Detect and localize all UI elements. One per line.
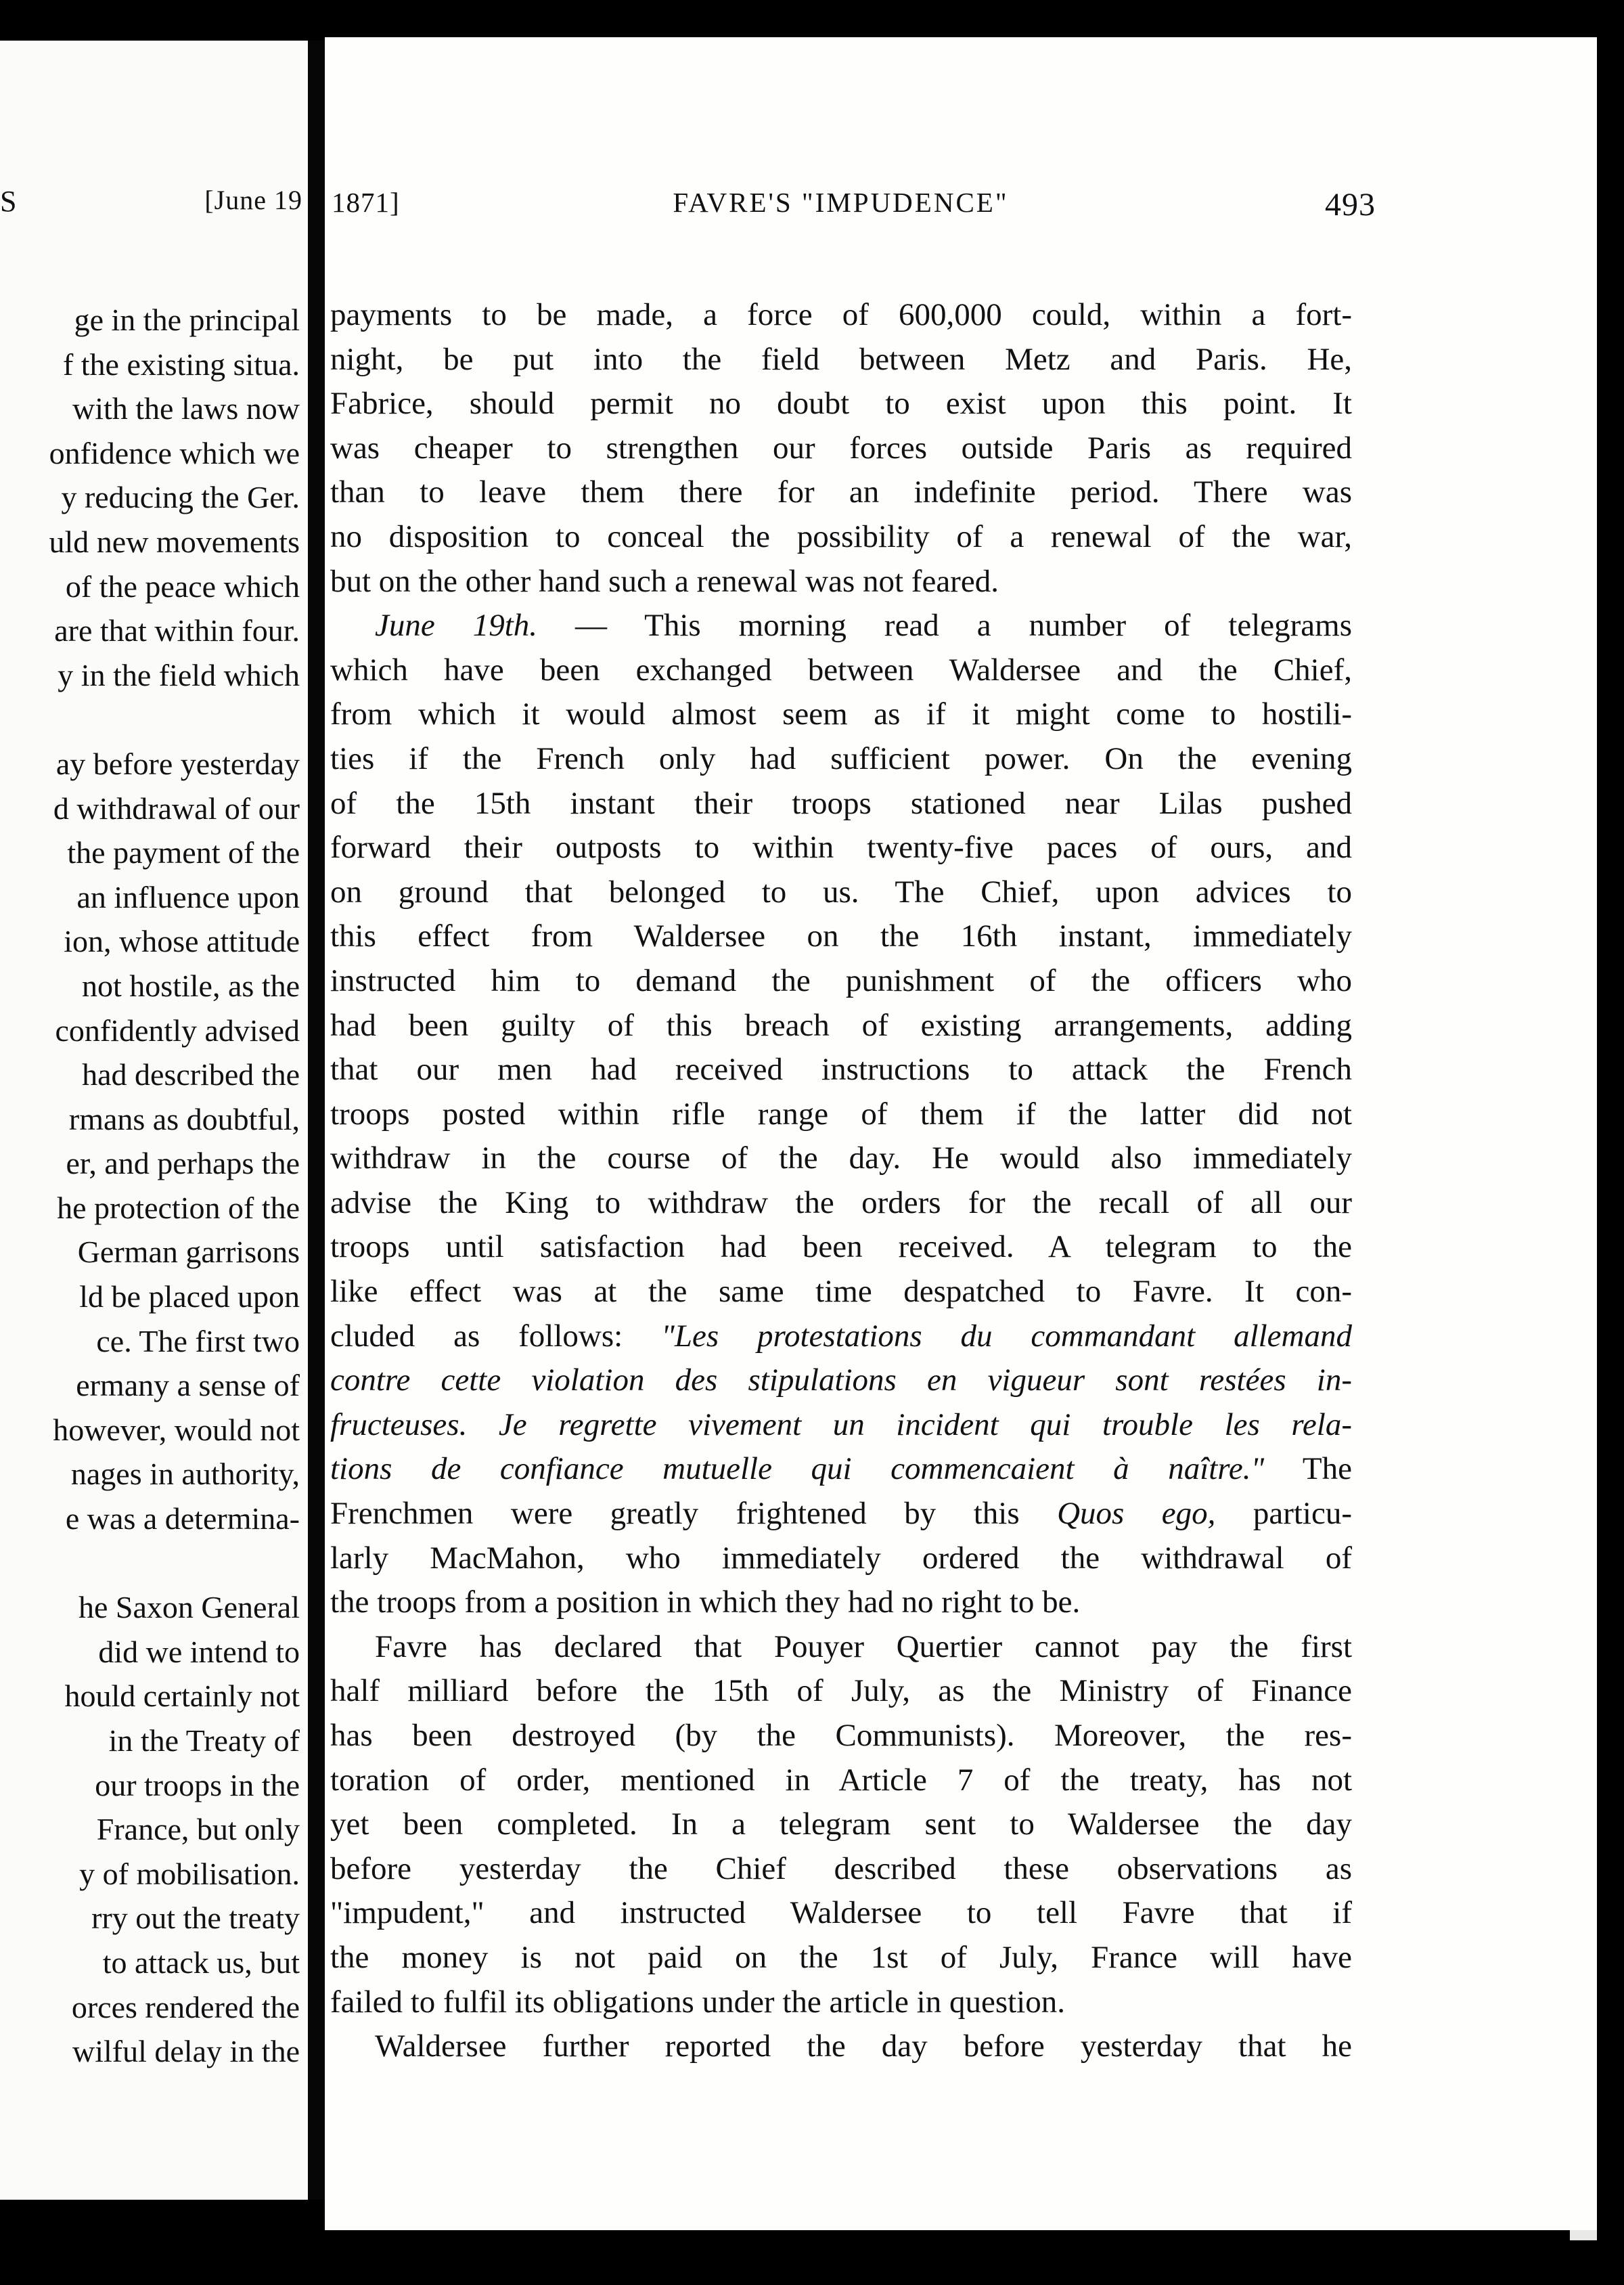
left-page-line: not hostile, as the xyxy=(82,968,300,1003)
left-page-text xyxy=(0,298,308,2074)
text-line: failed to fulfil its obligations under the article in question. xyxy=(330,1984,1065,2020)
text-line: yet been completed. In a telegram sent to Waldersee the day xyxy=(330,1806,1352,1842)
left-page-line xyxy=(0,697,308,742)
left-page-line: France, but only xyxy=(96,1812,300,1847)
text-line: which have been exchanged between Waldersee and the Chief, xyxy=(330,652,1352,688)
page-number: 493 xyxy=(1325,187,1376,223)
left-page-line: the payment of the xyxy=(67,835,300,870)
left-page-line xyxy=(0,1541,308,1586)
left-page-line: rmans as doubtful, xyxy=(68,1101,300,1136)
text-line: half milliard before the 15th of July, as the Ministry of Finance xyxy=(330,1673,1352,1709)
body-text xyxy=(330,293,1352,2069)
text-line: had been guilty of this breach of existing arrangements, adding xyxy=(330,1007,1352,1043)
left-page-line: wilful delay in the xyxy=(72,2034,300,2069)
left-page-line: nages in authority, xyxy=(70,1457,300,1492)
left-page-line: ld be placed upon xyxy=(79,1279,300,1314)
left-page-line: hould certainly not xyxy=(64,1679,300,1714)
text-line: Fabrice, should permit no doubt to exist upon this point. It xyxy=(330,386,1352,422)
running-head xyxy=(325,186,1376,227)
left-page-line: our troops in the xyxy=(95,1767,300,1802)
text-line: like effect was at the same time despatched to Favre. It con- xyxy=(330,1274,1352,1310)
text-line: of the 15th instant their troops stationed near Lilas pushed xyxy=(330,785,1352,821)
text-line: night, be put into the field between Metz and Paris. He, xyxy=(330,341,1352,377)
text-run: cluded as follows: xyxy=(330,1318,662,1354)
french-quote-line: contre cette violation des stipulations en vigueur sont restées in- xyxy=(330,1362,1352,1398)
left-page-line: orces rendered the xyxy=(71,1989,300,2024)
text-line: troops until satisfaction had been received. A telegram to the xyxy=(330,1229,1352,1265)
left-page-line: are that within four. xyxy=(54,613,300,648)
text-run: The xyxy=(1264,1451,1352,1487)
left-page-line: ion, whose attitude xyxy=(64,924,300,959)
text-line: Waldersee further reported the day before yesterday that he xyxy=(375,2028,1352,2064)
text-line: ties if the French only had sufficient power. On the evening xyxy=(330,740,1352,776)
text-run: Frenchmen were greatly frightened by this xyxy=(330,1496,1058,1532)
text-line xyxy=(330,1492,1352,1536)
left-page-line: however, would not xyxy=(53,1412,300,1447)
french-quote-line: fructeuses. Je regrette vivement un incident qui trouble les rela- xyxy=(330,1406,1352,1442)
left-page-line: he protection of the xyxy=(57,1190,300,1225)
text-line: this effect from Waldersee on the 16th instant, immediately xyxy=(330,918,1352,954)
text-line xyxy=(330,1447,1352,1492)
left-page-line: had described the xyxy=(82,1057,300,1092)
text-line: advise the King to withdraw the orders for the recall of all our xyxy=(330,1184,1352,1220)
left-page-line: uld new movements xyxy=(49,524,300,559)
text-line: on ground that belonged to us. The Chief, upon advices to xyxy=(330,874,1352,910)
text-line: Favre has declared that Pouyer Quertier cannot pay the first xyxy=(375,1628,1352,1664)
text-line: from which it would almost seem as if it might come to hostili- xyxy=(330,696,1352,732)
left-page-line: ce. The first two xyxy=(96,1323,300,1358)
left-running-head: S xyxy=(0,185,17,218)
left-page-line: f the existing situa. xyxy=(62,347,300,382)
left-page-line: ay before yesterday xyxy=(55,746,300,781)
text-run: — This morning read a number of telegrams xyxy=(537,608,1352,644)
left-page-line: confidently advised xyxy=(55,1013,300,1048)
text-line: no disposition to conceal the possibility of a renewal of the war, xyxy=(330,518,1352,554)
text-line: but on the other hand such a renewal was not feared. xyxy=(330,563,999,599)
left-page-line: an influence upon xyxy=(76,879,300,914)
text-line: than to leave them there for an indefinite period. There was xyxy=(330,474,1352,510)
text-line: the troops from a position in which they had no right to be. xyxy=(330,1584,1081,1620)
left-page-line: onfidence which we xyxy=(49,435,300,470)
left-page-line: e was a determina- xyxy=(65,1501,300,1536)
text-line: larly MacMahon, who immediately ordered the withdrawal of xyxy=(330,1540,1352,1576)
text-line xyxy=(330,604,1352,648)
left-page xyxy=(0,41,308,2200)
left-page-line: to attack us, but xyxy=(102,1945,300,1980)
text-line: before yesterday the Chief described these observations as xyxy=(330,1850,1352,1886)
left-page-line: rry out the treaty xyxy=(91,1901,300,1936)
left-page-line: d withdrawal of our xyxy=(53,791,300,826)
left-running-head-date: [June 19 xyxy=(204,185,302,215)
left-page-line: of the peace which xyxy=(65,569,300,604)
running-head-year: 1871] xyxy=(332,187,400,218)
text-line: "impudent," and instructed Waldersee to tell Favre that if xyxy=(330,1895,1352,1931)
left-page-line: German garrisons xyxy=(77,1235,300,1270)
text-run: particu- xyxy=(1215,1496,1352,1532)
left-page-line: er, and perhaps the xyxy=(66,1146,300,1181)
text-line: instructed him to demand the punishment of the officers who xyxy=(330,962,1352,998)
left-page-line: did we intend to xyxy=(98,1634,300,1669)
text-line: that our men had received instructions to attack the French xyxy=(330,1052,1352,1088)
french-quote: tions de confiance mutuelle qui commencaient à naître." xyxy=(330,1451,1265,1487)
text-line: payments to be made, a force of 600,000 could, within a fort- xyxy=(330,297,1352,332)
running-head-title: FAVRE'S "IMPUDENCE" xyxy=(673,187,1009,218)
left-page-line: y reducing the Ger. xyxy=(61,480,300,515)
text-line xyxy=(330,1314,1352,1359)
left-page-line: ermany a sense of xyxy=(76,1368,300,1403)
left-page-line: in the Treaty of xyxy=(108,1723,300,1758)
latin-phrase: Quos ego, xyxy=(1057,1496,1216,1532)
left-page-line: y in the field which xyxy=(58,657,300,692)
entry-date: June 19th. xyxy=(375,608,538,644)
left-page-line: ge in the principal xyxy=(74,303,300,337)
text-line: was cheaper to strengthen our forces outside Paris as required xyxy=(330,430,1352,466)
left-page-line: he Saxon General xyxy=(78,1590,300,1625)
text-line: forward their outposts to within twenty-five paces of ours, and xyxy=(330,830,1352,866)
left-page-line: with the laws now xyxy=(72,391,300,426)
text-line: has been destroyed (by the Communists). Moreover, the res- xyxy=(330,1718,1352,1753)
text-line: troops posted within rifle range of them if the latter did not xyxy=(330,1096,1352,1132)
french-quote: "Les protestations du commandant allemand xyxy=(661,1318,1352,1354)
text-line: toration of order, mentioned in Article 7 of the treaty, has not xyxy=(330,1762,1352,1798)
right-page xyxy=(325,37,1597,2230)
text-line: the money is not paid on the 1st of July, France will have xyxy=(330,1939,1352,1975)
left-page-line: y of mobilisation. xyxy=(79,1856,300,1891)
text-line: withdraw in the course of the day. He would also immediately xyxy=(330,1140,1352,1176)
